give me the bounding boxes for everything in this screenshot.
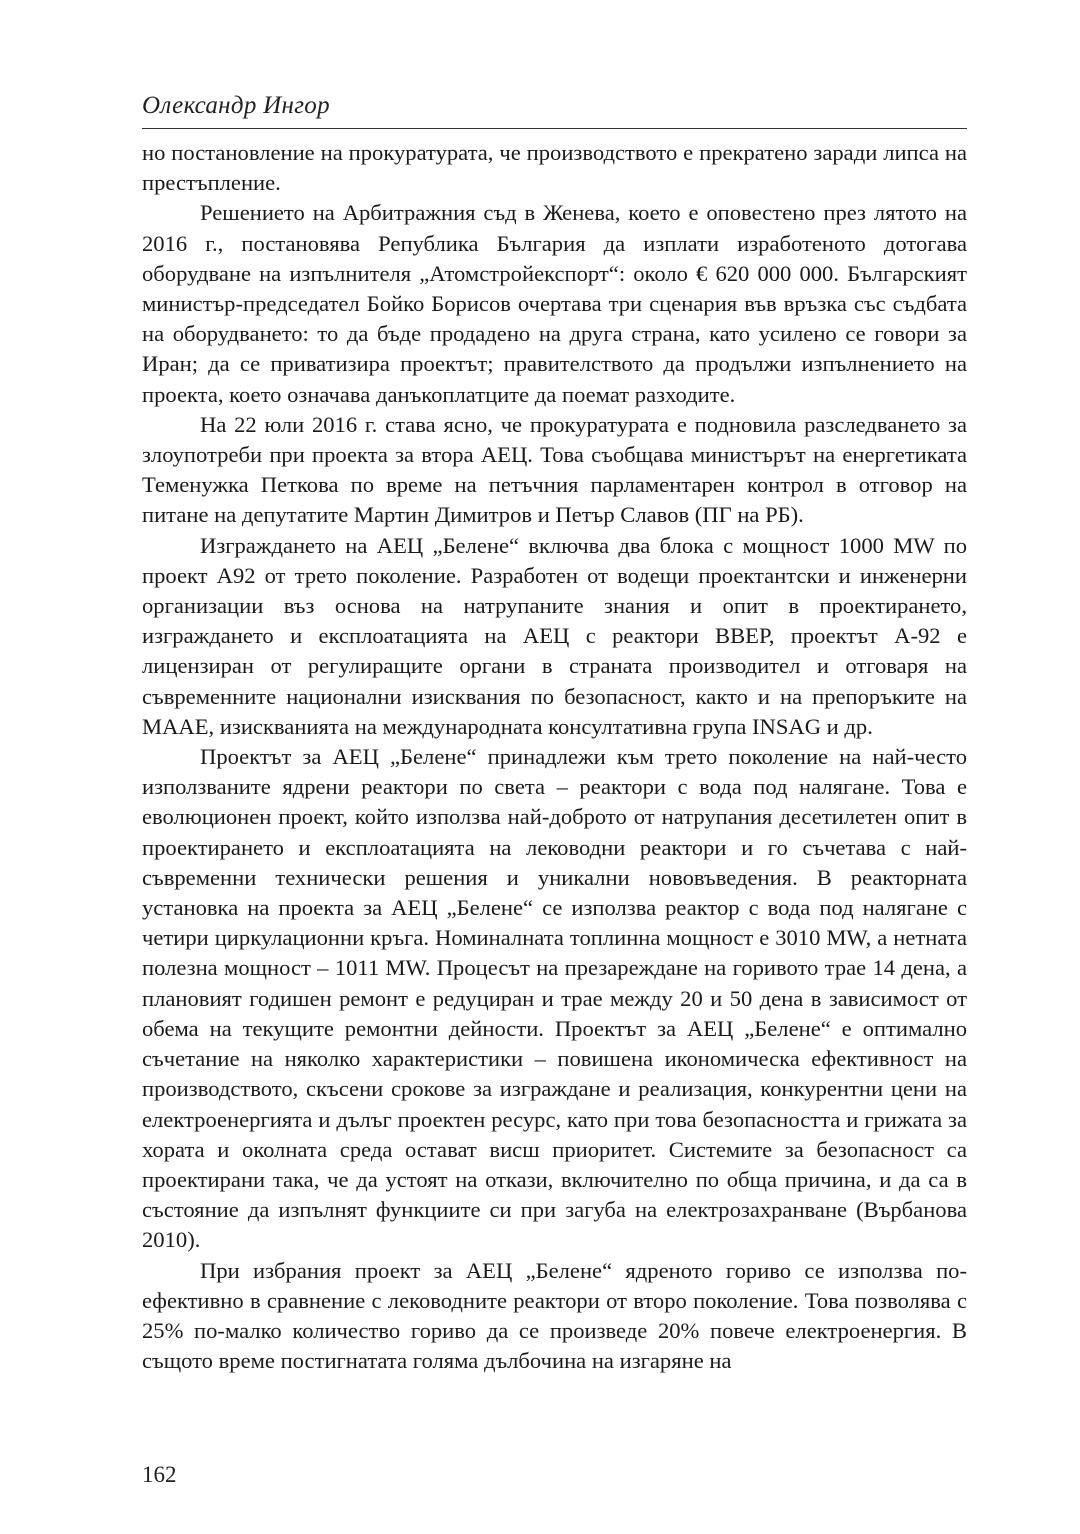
header-rule — [142, 128, 967, 129]
page-number: 162 — [142, 1462, 177, 1487]
paragraph: Решението на Арбитражния съд в Женева, което е оповестено през лятото на 2016 г., постановява Република България да изплати изработеното дотогава оборудване на изпълнителя „Атомстройекспорт“: около € 620 000 000. Българският министър-председател Бойко Борисов очертава три сценария във връзка със съдбата на оборудването: то да бъде продадено на друга страна, като усилено се говори за Иран; да се приватизира проектът; правителството да продължи изпълнението на проекта, което означава данъкоплатците да поемат разходите. — [142, 200, 967, 407]
paragraph: Проектът за АЕЦ „Белене“ принадлежи към трето поколение на най-често използваните ядрени реактори по света – реактори с вода под налягане. Това е еволюционен проект, който използва най-доброто от натрупания десетилетен опит в проектирането и експлоатацията на леководни реактори и го съчетава с най-съвременни технически решения и уникални нововъведения. В реакторната установка на проекта за АЕЦ „Белене“ се използва реактор с вода под налягане с четири циркулационни кръга. Номиналната топлинна мощност е 3010 MW, а нетната полезна мощност – 1011 MW. Процесът на презареждане на горивото трае 14 дена, а плановият годишен ремонт е редуциран и трае между 20 и 50 дена в зависимост от обема на текущите ремонтни дейности. Проектът за АЕЦ „Белене“ е оптимално съчетание на няколко характеристики – повишена икономическа ефективност на производството, скъсени срокове за изграждане и реализация, конкурентни цени на електроенергията и дълъг проектен ресурс, като при това безопасността и грижата за хората и околната среда остават висш приоритет. Системите за безопасност са проектирани така, че да устоят на откази, включително по обща причина, и да са в състояние да изпълнят функциите си при загуба на електрозахранване (Върбанова 2010). — [142, 744, 967, 1253]
paragraph: но постановление на прокуратурата, че производството е прекратено заради липса на престъпление. — [142, 140, 967, 196]
body-text — [142, 138, 967, 1376]
paragraph: Изграждането на АЕЦ „Белене“ включва два блока с мощност 1000 MW по проект А92 от трето поколение. Разработен от водещи проектантски и инженерни организации въз основа на натрупаните знания и опит в проектирането, изграждането и експлоатацията на АЕЦ с реактори ВВЕР, проектът А-92 е лицензиран от регулиращите органи в страната производител и отговаря на съвременните национални изисквания по безопасност, както и на препоръките на МААЕ, изискванията на международната консултативна група INSAG и др. — [142, 532, 967, 739]
paragraph: На 22 юли 2016 г. става ясно, че прокуратурата е подновила разследването за злоупотреби при проекта за втора АЕЦ. Това съобщава министърът на енергетиката Теменужка Петкова по време на петъчния парламентарен контрол в отговор на питане на депутатите Мартин Димитров и Петър Славов (ПГ на РБ). — [142, 411, 967, 528]
running-header: Олександр Ингор — [142, 92, 330, 119]
paragraph: При избрания проект за АЕЦ „Белене“ ядреното гориво се използва по-ефективно в сравнение с леководните реактори от второ поколение. Това позволява с 25% по-малко количество гориво да се произведе 20% повече електроенергия. В същото време постигнатата голяма дълбочина на изгаряне на — [142, 1257, 967, 1374]
